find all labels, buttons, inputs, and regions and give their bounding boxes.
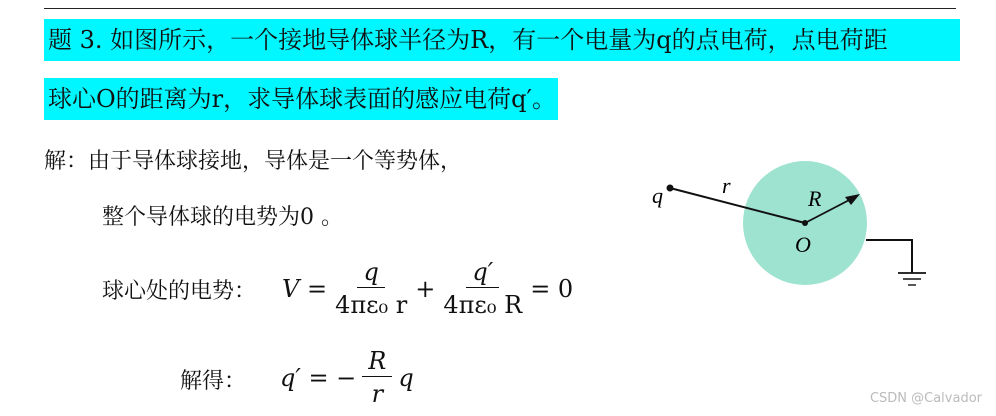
- ground-wire: [866, 240, 912, 273]
- potential-equation: [282, 257, 573, 320]
- top-rule: [44, 8, 956, 9]
- label-r: r: [722, 173, 731, 198]
- equation-label: 球心处的电势：: [102, 279, 257, 304]
- sphere-diagram: [640, 160, 940, 300]
- eq1-plus: +: [415, 274, 436, 303]
- problem-line-2: 球心O的距离为r，求导体球表面的感应电荷q′。: [44, 78, 558, 120]
- eq1-lhs: V =: [282, 274, 328, 303]
- result-label: 解得：: [180, 369, 247, 394]
- eq2-tail: q: [398, 363, 414, 392]
- eq1-rhs: = 0: [530, 274, 574, 303]
- label-R: R: [808, 186, 822, 211]
- eq1-fraction-2: [443, 257, 522, 320]
- result-equation: [280, 346, 414, 409]
- solution-line-2: 整个导体球的电势为0 。: [102, 205, 343, 230]
- eq1-frac2-num: q′: [466, 257, 499, 288]
- eq2-fraction: [362, 346, 392, 409]
- eq1-fraction-1: [335, 257, 407, 320]
- eq1-frac2-den: 4πε₀ R: [443, 291, 523, 319]
- label-O: O: [795, 232, 811, 257]
- eq1-frac1-den: 4πε₀ r: [335, 291, 408, 319]
- eq2-lhs: q′ = −: [280, 363, 357, 392]
- problem-line-1: 题 3. 如图所示，一个接地导体球半径为R，有一个电量为q的点电荷，点电荷距: [44, 19, 960, 61]
- label-q: q: [652, 183, 663, 208]
- solution-line-1: 解：由于导体球接地，导体是一个等势体，: [44, 149, 463, 174]
- eq2-den: r: [371, 380, 384, 408]
- point-charge-dot: [667, 185, 674, 192]
- eq1-frac1-num: q: [357, 257, 384, 288]
- eq2-num: R: [362, 346, 392, 377]
- watermark: CSDN @Calvador: [869, 391, 982, 406]
